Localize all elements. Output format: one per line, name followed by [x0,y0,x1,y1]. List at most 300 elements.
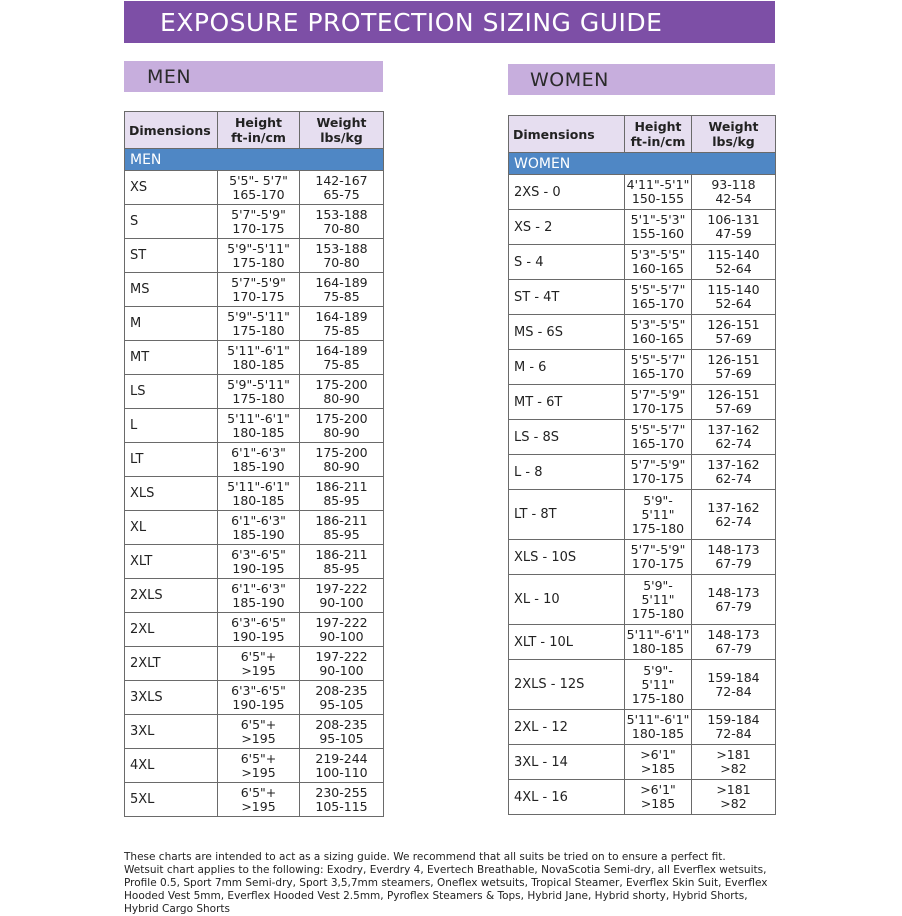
height-value-line: 5'7"-5'9" [630,387,686,402]
weight-cell [300,443,384,477]
height-cell [218,783,300,817]
weight-value-line: 95-105 [319,730,364,746]
height-value-line: 180-185 [631,726,685,741]
height-value-line: 165-170 [631,296,685,311]
table-row [125,205,384,239]
height-value-line: 6'1"-6'3" [231,580,286,596]
height-value-line: 175-180 [232,322,285,338]
size-cell: LT - 8T [509,490,625,540]
weight-cell [300,477,384,511]
height-value-line: 175-180 [232,390,285,406]
table-row [509,710,776,745]
height-value-line: 5'5"- 5'7" [229,172,288,188]
size-cell: XL - 10 [509,575,625,625]
weight-value-line: 75-85 [323,288,360,304]
height-value-line: 150-155 [631,191,685,206]
weight-value-line: 126-151 [707,352,760,367]
size-cell: XLS - 10S [509,540,625,575]
weight-value-line: 52-64 [715,296,752,311]
size-cell: ST [125,239,218,273]
height-value-line: 175-180 [631,605,685,621]
table-row [509,625,776,660]
size-cell: XLS [125,477,218,511]
height-value-line: 5'3"-5'5" [630,317,686,332]
weight-cell [692,745,776,780]
weight-header-line: Weight [316,115,367,130]
table-row [125,273,384,307]
dimensions-header: Dimensions [509,116,625,153]
height-value-line: 185-190 [232,458,285,474]
table-row [125,477,384,511]
height-cell [218,715,300,749]
height-cell [218,511,300,545]
weight-cell [300,783,384,817]
height-value-line: 170-175 [631,401,685,416]
weight-value-line: 85-95 [323,526,360,542]
weight-cell [692,315,776,350]
size-cell: 2XS - 0 [509,175,625,210]
height-header-line: Height [234,115,283,130]
height-cell [625,745,692,780]
size-cell: MS [125,273,218,307]
table-row [509,385,776,420]
title-banner [124,1,775,43]
height-value-line: 170-175 [631,556,685,571]
height-cell [625,455,692,490]
table-row [509,660,776,710]
weight-cell [300,341,384,375]
weight-value-line: 137-162 [707,422,760,437]
men-band-label: MEN [125,149,384,171]
table-row [509,315,776,350]
height-value-line: 5'9"- [643,662,673,678]
height-value-line: 5'11"-6'1" [227,478,290,494]
weight-value-line: 115-140 [707,282,760,297]
size-cell: XS - 2 [509,210,625,245]
weight-value-line: 186-211 [315,546,368,562]
height-header [625,116,692,153]
weight-cell [692,455,776,490]
weight-value-line: 90-100 [319,662,364,678]
dimensions-header: Dimensions [125,112,218,149]
height-cell [625,625,692,660]
table-row [125,171,384,205]
height-cell [218,443,300,477]
weight-value-line: 159-184 [707,669,760,685]
height-cell [625,660,692,710]
height-cell [218,341,300,375]
height-value-line: 4'11"-5'1" [626,177,690,192]
weight-cell [300,239,384,273]
height-value-line: 5'9"-5'11" [227,308,290,324]
table-row [125,307,384,341]
size-cell: MS - 6S [509,315,625,350]
table-row [125,579,384,613]
height-value-line: 5'7"-5'9" [231,274,286,290]
height-value-line: 6'5"+ [240,750,277,766]
weight-value-line: 208-235 [315,682,368,698]
height-value-line: 5'11" [641,676,675,692]
size-cell: L [125,409,218,443]
weight-header-unit: lbs/kg [320,130,363,145]
weight-cell [692,175,776,210]
height-header [218,112,300,149]
table-row [509,210,776,245]
weight-value-line: >181 [716,782,751,797]
weight-value-line: >82 [720,761,747,776]
weight-cell [692,350,776,385]
size-cell: L - 8 [509,455,625,490]
height-cell [625,175,692,210]
weight-value-line: 80-90 [323,458,360,474]
weight-value-line: 148-173 [707,627,760,642]
height-header-unit: ft-in/cm [630,134,686,149]
height-value-line: 6'1"-6'3" [231,444,286,460]
weight-value-line: 137-162 [707,499,760,515]
weight-cell [692,490,776,540]
table-row [509,280,776,315]
height-value-line: 170-175 [631,471,685,486]
table-row [125,375,384,409]
weight-value-line: 164-189 [315,274,368,290]
table-row [509,175,776,210]
women-label-text: WOMEN [530,68,609,91]
weight-value-line: 175-200 [315,444,368,460]
height-value-line: 5'11"-6'1" [626,627,690,642]
height-cell [218,239,300,273]
weight-cell [300,273,384,307]
footer-applicability: Wetsuit chart applies to the following: Exodry, Everdry 4, Evertech Breathable, NovaScotia Semi-dry, all Everflex wetsuits, Profile 0.5, Sport 7mm Semi-dry, Sport 3,5,7mm steamers, Oneflex wetsuits, Tropical Steamer, Everflex Skin Suit, Everflex Hooded Vest 5mm, Everflex Hooded Vest 2.5mm, Pyroflex Steamers & Tops, Hybrid Jane, Hybrid shorty, Hybrid Shorts, Hybrid Cargo Shorts [124,864,768,915]
weight-cell [300,409,384,443]
weight-value-line: 52-64 [715,261,752,276]
height-cell [625,780,692,815]
weight-cell [692,210,776,245]
size-cell: ST - 4T [509,280,625,315]
size-cell: M [125,307,218,341]
weight-cell [692,710,776,745]
height-cell [218,477,300,511]
weight-cell [692,575,776,625]
height-cell [625,280,692,315]
table-row [125,545,384,579]
weight-value-line: 148-173 [707,542,760,557]
weight-value-line: 80-90 [323,390,360,406]
height-cell [625,710,692,745]
weight-value-line: 75-85 [323,356,360,372]
height-cell [218,375,300,409]
weight-cell [692,245,776,280]
height-value-line: 155-160 [631,226,685,241]
height-value-line: 5'9"- [643,492,673,508]
height-cell [625,350,692,385]
weight-value-line: 95-105 [319,696,364,712]
size-cell: 4XL [125,749,218,783]
table-row [125,783,384,817]
weight-header [692,116,776,153]
weight-value-line: 197-222 [315,580,368,596]
women-size-table [508,115,776,815]
height-value-line: 190-195 [232,696,285,712]
table-row [509,455,776,490]
height-value-line: 185-190 [232,526,285,542]
table-row [509,350,776,385]
height-cell [625,540,692,575]
height-cell [218,171,300,205]
height-value-line: 5'3"-5'5" [630,247,686,262]
height-value-line: 6'3"-6'5" [231,614,286,630]
height-header-unit: ft-in/cm [231,130,286,145]
weight-value-line: 93-118 [711,177,756,192]
weight-value-line: 42-54 [715,191,752,206]
height-value-line: 5'9"- [643,577,673,593]
height-value-line: 5'5"-5'7" [630,352,686,367]
size-cell: 3XL - 14 [509,745,625,780]
weight-value-line: 65-75 [323,186,360,202]
height-cell [218,613,300,647]
table-row [125,749,384,783]
table-row [125,647,384,681]
height-value-line: 5'7"-5'9" [630,542,686,557]
size-cell: LT [125,443,218,477]
height-value-line: 5'11" [641,506,675,522]
height-header-line: Height [634,119,682,134]
table-row [125,239,384,273]
height-value-line: 5'11"-6'1" [626,712,690,727]
height-value-line: 175-180 [631,690,685,706]
table-row [125,613,384,647]
weight-value-line: 100-110 [315,764,368,780]
women-band-row [509,153,776,175]
weight-cell [300,715,384,749]
men-size-table [124,111,384,817]
height-value-line: 165-170 [631,436,685,451]
table-row [125,715,384,749]
height-cell [218,205,300,239]
size-cell: M - 6 [509,350,625,385]
size-cell: 2XL - 12 [509,710,625,745]
weight-value-line: 197-222 [315,614,368,630]
size-cell: 2XLS [125,579,218,613]
weight-value-line: 164-189 [315,342,368,358]
height-value-line: 5'5"-5'7" [630,282,686,297]
height-value-line: 5'9"-5'11" [227,376,290,392]
weight-value-line: 137-162 [707,457,760,472]
weight-value-line: 67-79 [715,556,752,571]
weight-value-line: 57-69 [715,401,752,416]
weight-value-line: 105-115 [315,798,368,814]
size-cell: S - 4 [509,245,625,280]
height-value-line: 5'5"-5'7" [630,422,686,437]
weight-header [300,112,384,149]
weight-value-line: 57-69 [715,366,752,381]
weight-cell [300,171,384,205]
women-section-label [508,64,775,95]
height-value-line: 185-190 [232,594,285,610]
table-row [509,420,776,455]
weight-value-line: >181 [716,747,751,762]
height-value-line: 180-185 [631,641,685,656]
table-row [509,575,776,625]
height-value-line: 160-165 [631,331,685,346]
weight-value-line: 67-79 [715,598,752,614]
height-value-line: 6'1"-6'3" [231,512,286,528]
table-row [125,511,384,545]
height-value-line: 6'5"+ [240,648,277,664]
table-row [509,490,776,540]
weight-value-line: 159-184 [707,712,760,727]
weight-cell [300,647,384,681]
height-value-line: 5'11"-6'1" [227,410,290,426]
height-value-line: 180-185 [232,356,285,372]
height-value-line: 5'7"-5'9" [231,206,286,222]
height-cell [625,385,692,420]
weight-value-line: 80-90 [323,424,360,440]
size-cell: 2XL [125,613,218,647]
men-band-row [125,149,384,171]
height-value-line: 5'11"-6'1" [227,342,290,358]
size-cell: 2XLS - 12S [509,660,625,710]
height-value-line: 6'5"+ [240,784,277,800]
table-row [509,245,776,280]
weight-value-line: 85-95 [323,560,360,576]
height-value-line: >195 [241,662,276,678]
height-value-line: >195 [241,730,276,746]
height-value-line: >195 [241,798,276,814]
size-cell: 3XL [125,715,218,749]
height-cell [625,420,692,455]
men-label-text: MEN [147,65,192,88]
height-cell [218,647,300,681]
size-cell: S [125,205,218,239]
table-row [125,409,384,443]
height-cell [625,245,692,280]
weight-cell [692,625,776,660]
height-value-line: 6'5"+ [240,716,277,732]
table-row [509,745,776,780]
weight-value-line: 85-95 [323,492,360,508]
weight-value-line: 219-244 [315,750,368,766]
height-value-line: 175-180 [232,254,285,270]
height-value-line: 5'1"-5'3" [630,212,686,227]
height-cell [625,490,692,540]
weight-value-line: 70-80 [323,220,360,236]
weight-value-line: 75-85 [323,322,360,338]
size-cell: MT - 6T [509,385,625,420]
height-cell [218,579,300,613]
weight-value-line: >82 [720,796,747,811]
weight-value-line: 148-173 [707,584,760,600]
height-value-line: >6'1" [640,747,676,762]
weight-value-line: 62-74 [715,436,752,451]
height-value-line: >185 [640,761,676,776]
weight-value-line: 197-222 [315,648,368,664]
height-value-line: 170-175 [232,288,285,304]
weight-header-line: Weight [708,119,759,134]
size-cell: LS - 8S [509,420,625,455]
size-cell: 3XLS [125,681,218,715]
weight-value-line: 126-151 [707,317,760,332]
weight-value-line: 115-140 [707,247,760,262]
weight-value-line: 47-59 [715,226,752,241]
height-cell [218,681,300,715]
weight-cell [692,385,776,420]
weight-value-line: 142-167 [315,172,368,188]
size-cell: 2XLT [125,647,218,681]
weight-cell [300,613,384,647]
weight-value-line: 153-188 [315,240,368,256]
height-cell [218,307,300,341]
weight-cell [692,540,776,575]
weight-value-line: 90-100 [319,594,364,610]
height-value-line: 6'3"-6'5" [231,546,286,562]
weight-cell [300,375,384,409]
women-band-label: WOMEN [509,153,776,175]
weight-value-line: 230-255 [315,784,368,800]
weight-cell [300,579,384,613]
size-cell: MT [125,341,218,375]
height-value-line: 175-180 [631,520,685,536]
size-cell: XLT - 10L [509,625,625,660]
table-row [509,780,776,815]
height-value-line: 6'3"-6'5" [231,682,286,698]
height-cell [218,545,300,579]
weight-value-line: 126-151 [707,387,760,402]
height-cell [625,315,692,350]
weight-cell [692,780,776,815]
table-row [125,341,384,375]
weight-value-line: 72-84 [715,683,752,699]
weight-value-line: 175-200 [315,410,368,426]
weight-value-line: 175-200 [315,376,368,392]
weight-value-line: 62-74 [715,513,752,529]
page-title: EXPOSURE PROTECTION SIZING GUIDE [160,7,663,37]
weight-cell [300,205,384,239]
weight-header-unit: lbs/kg [712,134,755,149]
weight-value-line: 186-211 [315,512,368,528]
height-cell [625,210,692,245]
men-section-label [124,61,383,92]
weight-value-line: 164-189 [315,308,368,324]
size-cell: 5XL [125,783,218,817]
height-cell [218,409,300,443]
height-value-line: >185 [640,796,676,811]
size-cell: LS [125,375,218,409]
size-cell: XL [125,511,218,545]
height-cell [625,575,692,625]
weight-value-line: 106-131 [707,212,760,227]
weight-value-line: 208-235 [315,716,368,732]
weight-value-line: 72-84 [715,726,752,741]
height-value-line: 5'9"-5'11" [227,240,290,256]
weight-cell [692,420,776,455]
weight-value-line: 62-74 [715,471,752,486]
weight-cell [692,660,776,710]
height-value-line: 180-185 [232,492,285,508]
size-cell: XLT [125,545,218,579]
weight-value-line: 90-100 [319,628,364,644]
table-row [125,443,384,477]
size-cell: XS [125,171,218,205]
table-row [509,540,776,575]
table-row [125,681,384,715]
footer-disclaimer: These charts are intended to act as a sizing guide. We recommend that all suits be tried on to ensure a perfect fit. [124,851,726,863]
height-value-line: 190-195 [232,560,285,576]
weight-cell [300,681,384,715]
weight-value-line: 70-80 [323,254,360,270]
height-value-line: 5'7"-5'9" [630,457,686,472]
height-value-line: 170-175 [232,220,285,236]
height-value-line: >195 [241,764,276,780]
